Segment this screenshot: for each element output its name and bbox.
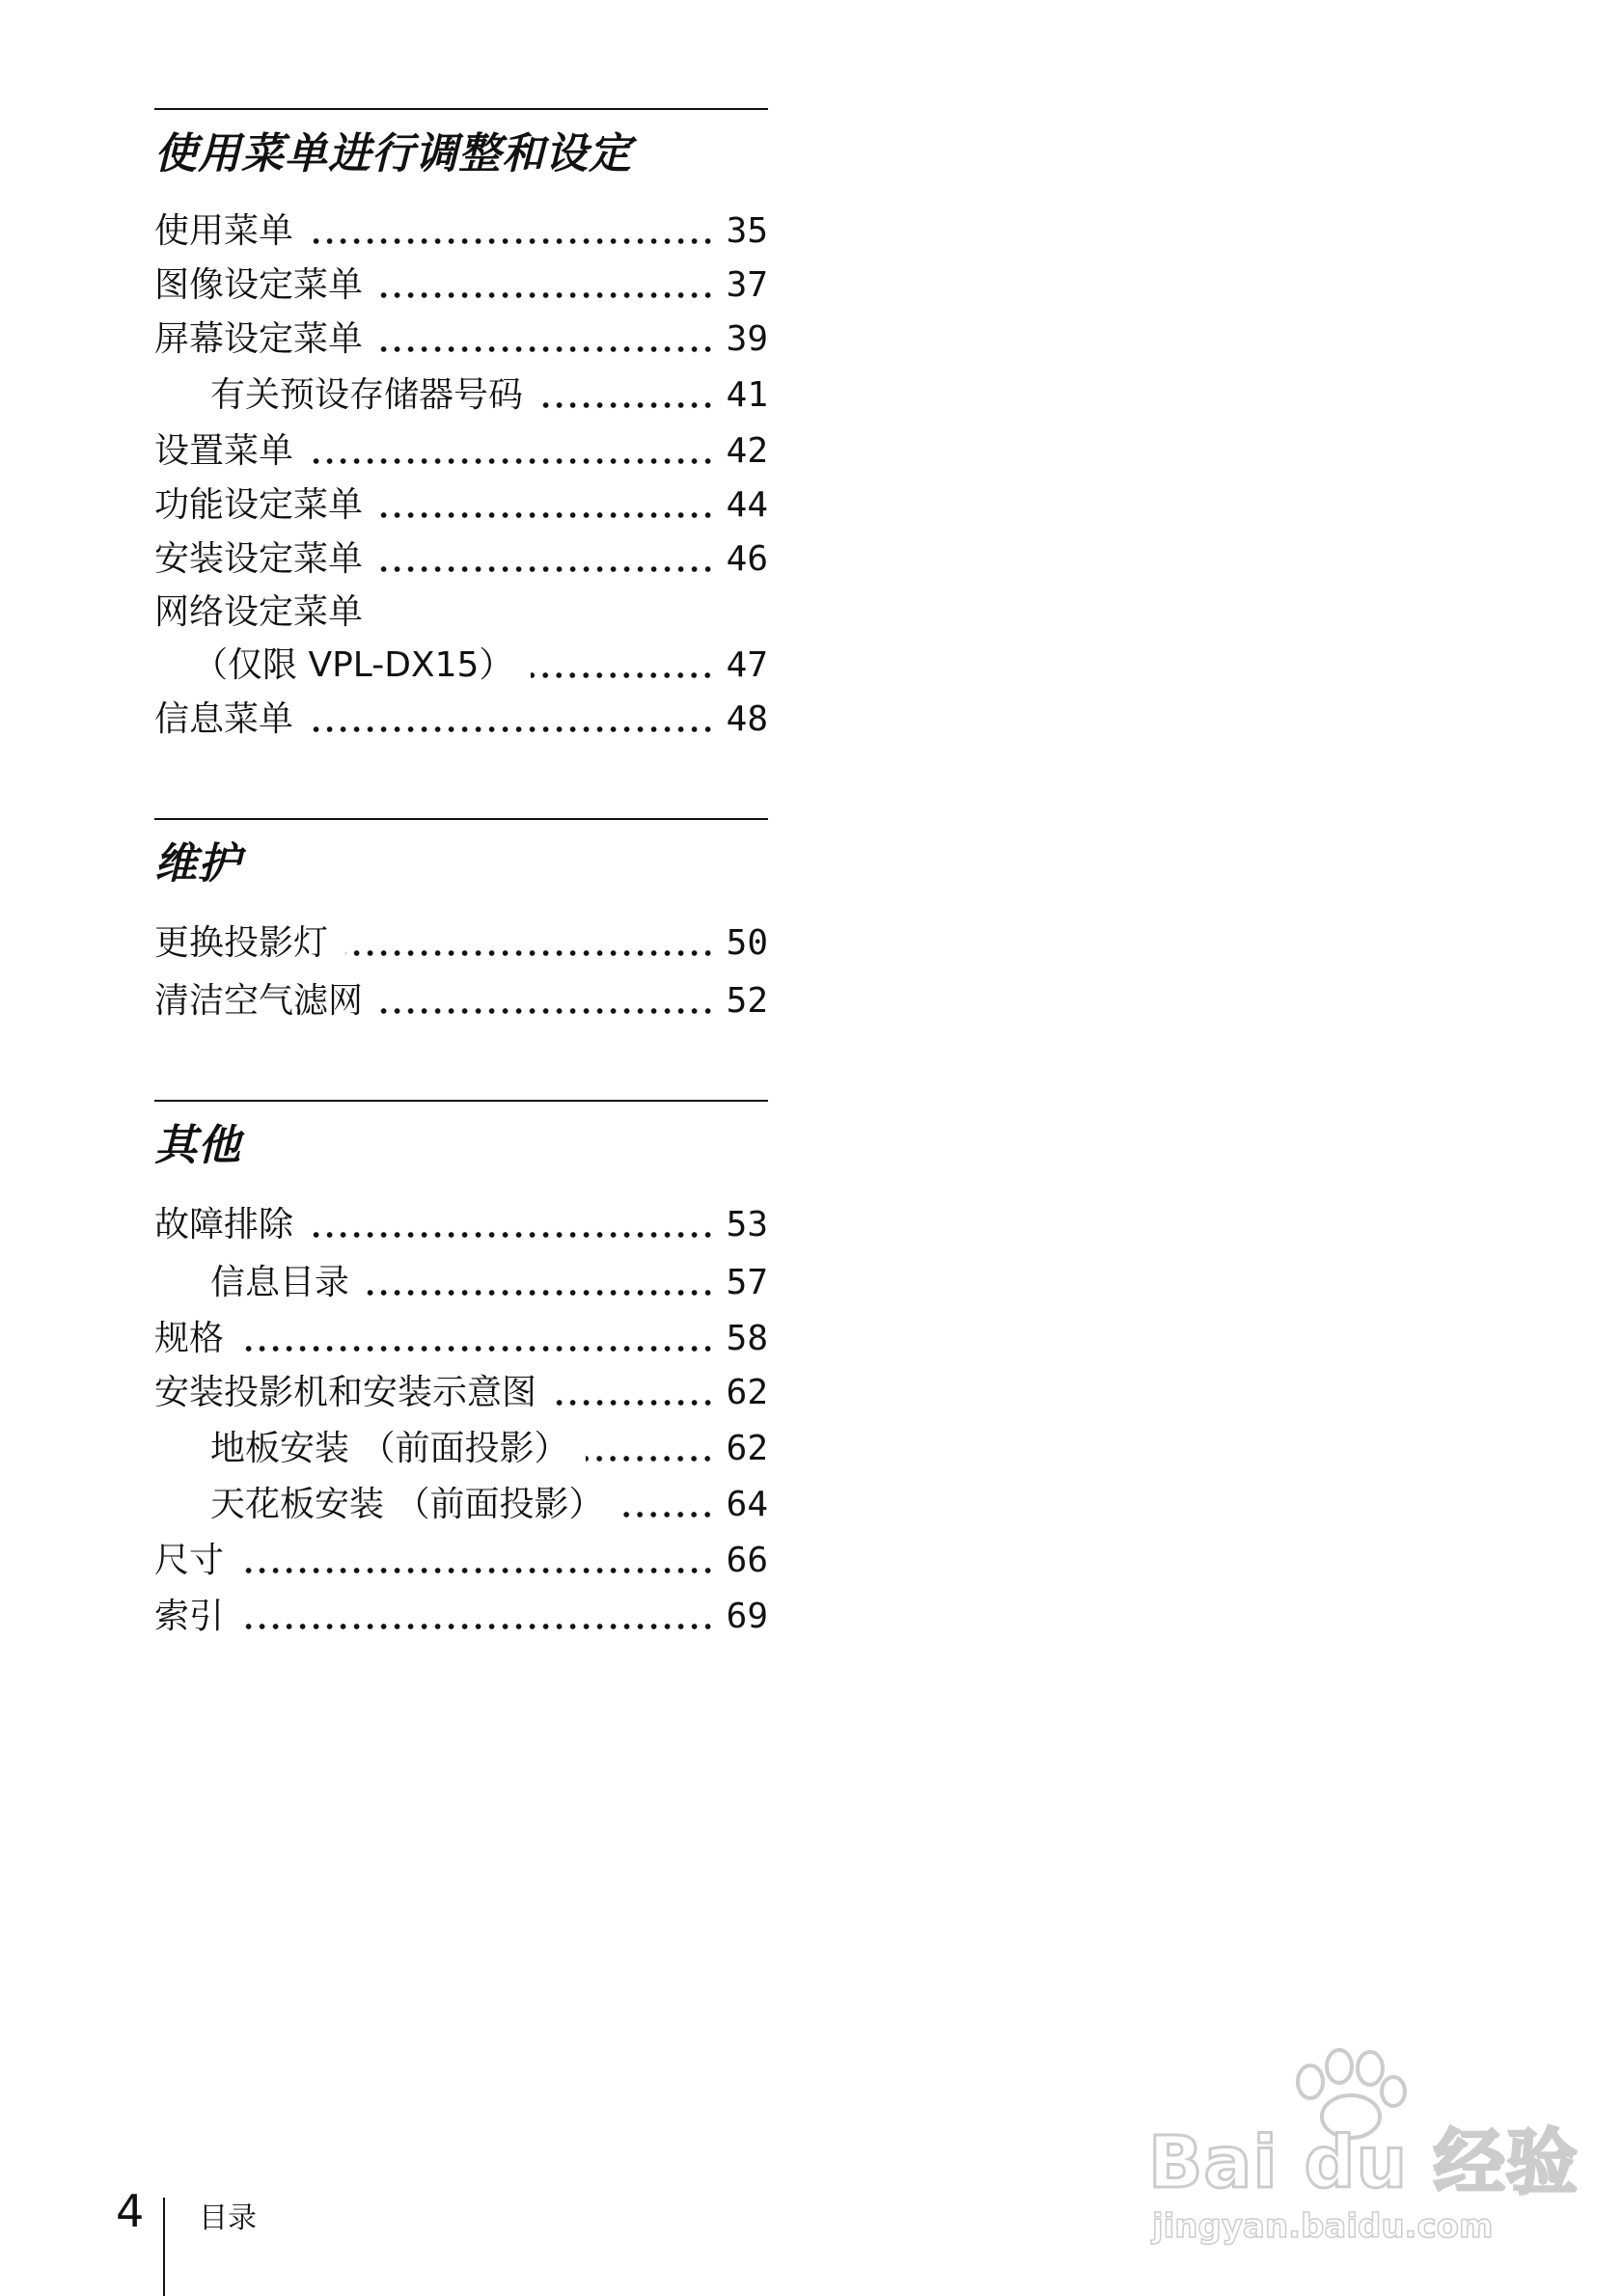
dot-leader [554, 1398, 715, 1408]
footer-label: 目录 [199, 2201, 257, 2235]
toc-entry[interactable] [154, 478, 768, 533]
dot-leader [241, 1622, 715, 1631]
section-title: 使用菜单进行调整和设定 [154, 129, 632, 178]
dot-leader [311, 236, 715, 246]
toc-entry-page: 37 [726, 265, 768, 305]
dot-leader [380, 1006, 715, 1016]
toc-entry-label: 安装设定菜单 [154, 539, 364, 579]
dot-leader [367, 1288, 715, 1298]
toc-entry[interactable] [154, 313, 768, 367]
toc-subentry[interactable] [154, 1420, 768, 1478]
toc-entry-label: 安装投影机和安装示意图 [154, 1373, 537, 1412]
toc-entry-label: 索引 [154, 1597, 225, 1636]
toc-entry[interactable] [154, 972, 768, 1030]
dot-leader [311, 724, 715, 734]
toc-entry-page: 42 [726, 431, 768, 471]
toc-entry-page: 62 [726, 1429, 768, 1468]
toc-entry-page: 62 [726, 1373, 768, 1412]
section-rule [154, 1100, 768, 1102]
toc-subentry[interactable] [154, 367, 768, 424]
toc-entry-label: 信息菜单 [154, 699, 294, 739]
toc-entry-page: 48 [726, 699, 768, 739]
toc-entry-page: 41 [726, 375, 768, 415]
dot-leader [540, 400, 715, 410]
toc-entry-label: 屏幕设定菜单 [154, 319, 364, 359]
toc-entry[interactable] [154, 693, 768, 747]
toc-entry[interactable] [154, 533, 768, 587]
toc-entry-label: 有关预设存储器号码 [210, 375, 524, 415]
footer-divider [163, 2198, 165, 2296]
toc-entry-page: 50 [726, 923, 768, 963]
toc-entry[interactable] [154, 205, 768, 259]
watermark-brand: Bai du 经验 [1148, 2121, 1579, 2204]
toc-entry-label: 故障排除 [154, 1205, 294, 1244]
section-title: 维护 [154, 839, 241, 888]
section-rule [154, 108, 768, 110]
toc-entry-page: 47 [726, 645, 768, 685]
toc-entry[interactable] [154, 259, 768, 313]
section-title: 其他 [154, 1121, 241, 1170]
toc-entry[interactable] [154, 1312, 768, 1366]
toc-entry-label-line2: （仅限 VPL-DX15） [193, 645, 514, 685]
toc-section [154, 108, 768, 747]
toc-entry-page: 35 [726, 211, 768, 251]
toc-entry-label: 地板安装 （前面投影） [210, 1429, 569, 1468]
watermark-url: jingyan.baidu.com [1152, 2207, 1494, 2246]
toc-entry-page: 52 [726, 981, 768, 1021]
toc-entry-label: 更换投影灯 [154, 923, 329, 963]
toc-entry-page: 66 [726, 1541, 768, 1580]
dot-leader [531, 670, 714, 680]
footer-page-number: 4 [116, 2185, 145, 2237]
dot-leader [586, 1454, 714, 1463]
toc-section [154, 1100, 768, 1644]
toc-entry-label: 功能设定菜单 [154, 485, 364, 525]
toc-entry[interactable] [154, 1366, 768, 1420]
dot-leader [380, 344, 715, 354]
dot-leader [241, 1566, 715, 1575]
toc-entry-label-line1[interactable]: 网络设定菜单 [154, 592, 364, 632]
dot-leader [380, 510, 715, 520]
toc-entry-page: 53 [726, 1205, 768, 1244]
baidu-watermark [1148, 2045, 1579, 2246]
toc-entry-page: 69 [726, 1597, 768, 1636]
toc-entry-label: 天花板安装 （前面投影） [210, 1485, 604, 1524]
toc-entry-label: 信息目录 [210, 1263, 350, 1302]
toc-entry-page: 64 [726, 1485, 768, 1524]
toc-entry-page: 44 [726, 485, 768, 525]
section-rule [154, 818, 768, 820]
toc-entry[interactable] [154, 1590, 768, 1644]
toc-entry-page: 46 [726, 539, 768, 579]
toc-entry[interactable] [154, 424, 768, 478]
toc-entry-page: 58 [726, 1319, 768, 1358]
toc-subentry[interactable] [154, 1254, 768, 1312]
dot-leader [241, 1344, 715, 1353]
toc-entry[interactable] [154, 639, 768, 693]
dot-leader [620, 1510, 714, 1519]
toc-entry[interactable] [154, 1532, 768, 1590]
toc-entry-label: 设置菜单 [154, 431, 294, 471]
toc-entry[interactable] [154, 915, 768, 972]
toc-entry-label: 使用菜单 [154, 211, 294, 251]
toc-entry-label: 规格 [154, 1319, 225, 1358]
dot-leader [311, 456, 715, 466]
dot-leader [311, 1230, 715, 1240]
toc-subentry[interactable] [154, 1478, 768, 1532]
toc-entry-label: 尺寸 [154, 1541, 225, 1580]
toc-entry-page: 39 [726, 319, 768, 359]
toc-entry-label: 图像设定菜单 [154, 265, 364, 305]
toc-section [154, 818, 768, 1030]
toc-entry-label: 清洁空气滤网 [154, 981, 364, 1021]
toc-entry-page: 57 [726, 1263, 768, 1302]
dot-leader [345, 948, 715, 958]
dot-leader [380, 564, 715, 574]
dot-leader [380, 290, 715, 300]
toc-entry[interactable] [154, 1196, 768, 1254]
